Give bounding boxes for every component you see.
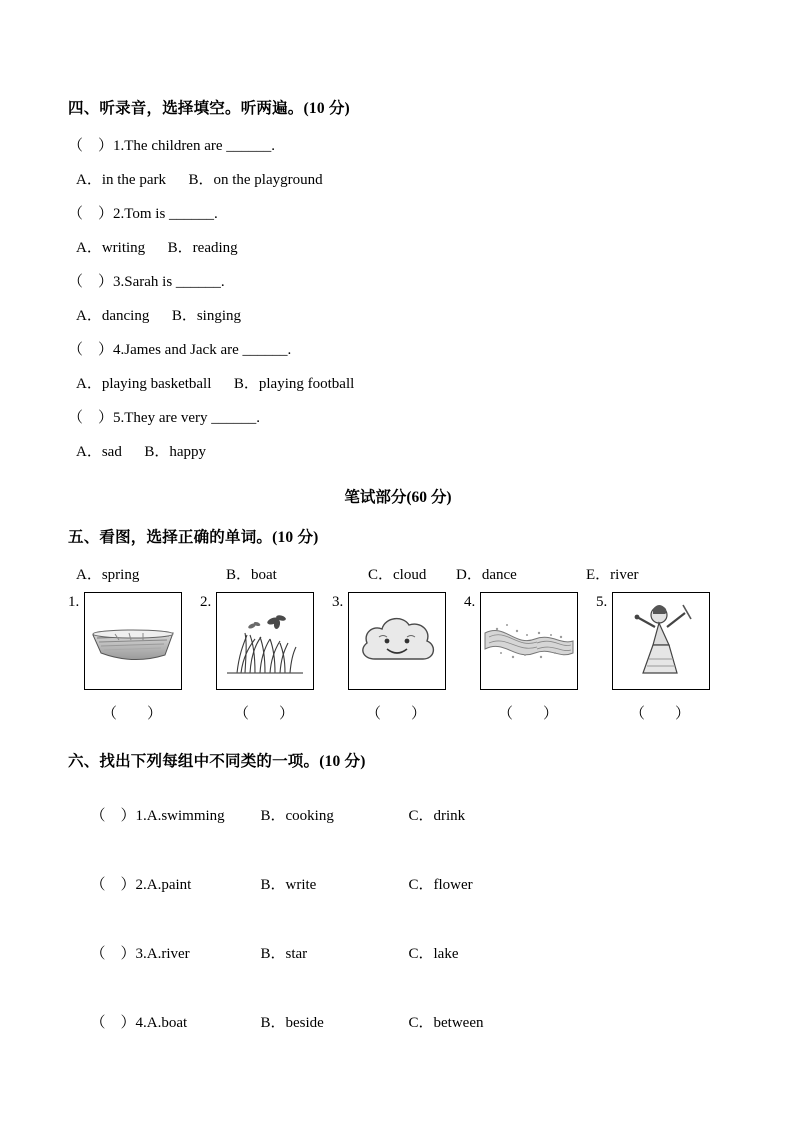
section-5-word-options	[68, 563, 728, 584]
classify-item	[68, 787, 728, 842]
section-6-title: 六、找出下列每组中不同类的一项。(10 分)	[68, 753, 366, 770]
word-option: E．river	[586, 567, 639, 583]
classify-option-c: C．lake	[408, 946, 459, 962]
classify-option-a: （ ）2.A.paint	[90, 877, 192, 893]
word-option: D．dance	[456, 567, 517, 583]
classify-option-a: （ ）1.A.swimming	[90, 808, 225, 824]
option-line: A．sad B．happy	[76, 444, 206, 460]
picture-answer-blank: （ ）	[629, 706, 690, 722]
classify-option-c: C．drink	[408, 808, 466, 824]
picture-number: 3.	[332, 594, 344, 610]
option-line: A．dancing B．singing	[76, 308, 241, 324]
word-option: B．boat	[226, 567, 277, 583]
picture-answer-blank: （ ）	[233, 706, 294, 722]
picture-number: 1.	[68, 594, 80, 610]
picture-answer-blank: （ ）	[101, 706, 162, 722]
picture-number: 4.	[464, 594, 476, 610]
question-line: （ ）2.Tom is ______.	[68, 206, 218, 222]
classify-item	[68, 856, 728, 911]
word-option: C．cloud	[368, 567, 427, 583]
cloud-icon	[348, 592, 446, 690]
worksheet-content	[68, 96, 728, 1063]
section-4-title: 四、听录音，选择填空。听两遍。(10 分)	[68, 100, 350, 117]
option-line: A．in the park B．on the playground	[76, 172, 323, 188]
question-line: （ ）1.The children are ______.	[68, 138, 276, 154]
classify-item	[68, 925, 728, 980]
classify-option-b: B．beside	[260, 1015, 324, 1031]
word-option: A．spring	[76, 567, 140, 583]
question-line: （ ）3.Sarah is ______.	[68, 274, 225, 290]
classify-option-a: （ ）4.A.boat	[90, 1015, 188, 1031]
spring-grass-icon	[216, 592, 314, 690]
picture-cell	[464, 592, 596, 723]
classify-option-b: B．star	[260, 946, 308, 962]
picture-number: 2.	[200, 594, 212, 610]
option-line: A．writing B．reading	[76, 240, 238, 256]
picture-row	[68, 592, 728, 723]
classify-option-b: B．cooking	[260, 808, 334, 824]
section-5-title: 五、看图，选择正确的单词。(10 分)	[68, 529, 319, 546]
picture-cell	[200, 592, 332, 723]
classify-item	[68, 994, 728, 1049]
picture-cell	[596, 592, 728, 723]
classify-option-c: C．flower	[408, 877, 473, 893]
picture-number: 5.	[596, 594, 608, 610]
dance-icon	[612, 592, 710, 690]
question-line: （ ）5.They are very ______.	[68, 410, 261, 426]
classify-option-c: C．between	[408, 1015, 484, 1031]
picture-answer-blank: （ ）	[365, 706, 426, 722]
option-line: A．playing basketball B．playing football	[76, 376, 355, 392]
boat-icon	[84, 592, 182, 690]
classify-option-a: （ ）3.A.river	[90, 946, 190, 962]
picture-cell	[68, 592, 200, 723]
written-part-title: 笔试部分(60 分)	[344, 489, 452, 506]
river-icon	[480, 592, 578, 690]
picture-answer-blank: （ ）	[497, 706, 558, 722]
picture-cell	[332, 592, 464, 723]
classify-option-b: B．write	[260, 877, 317, 893]
question-line: （ ）4.James and Jack are ______.	[68, 342, 292, 358]
